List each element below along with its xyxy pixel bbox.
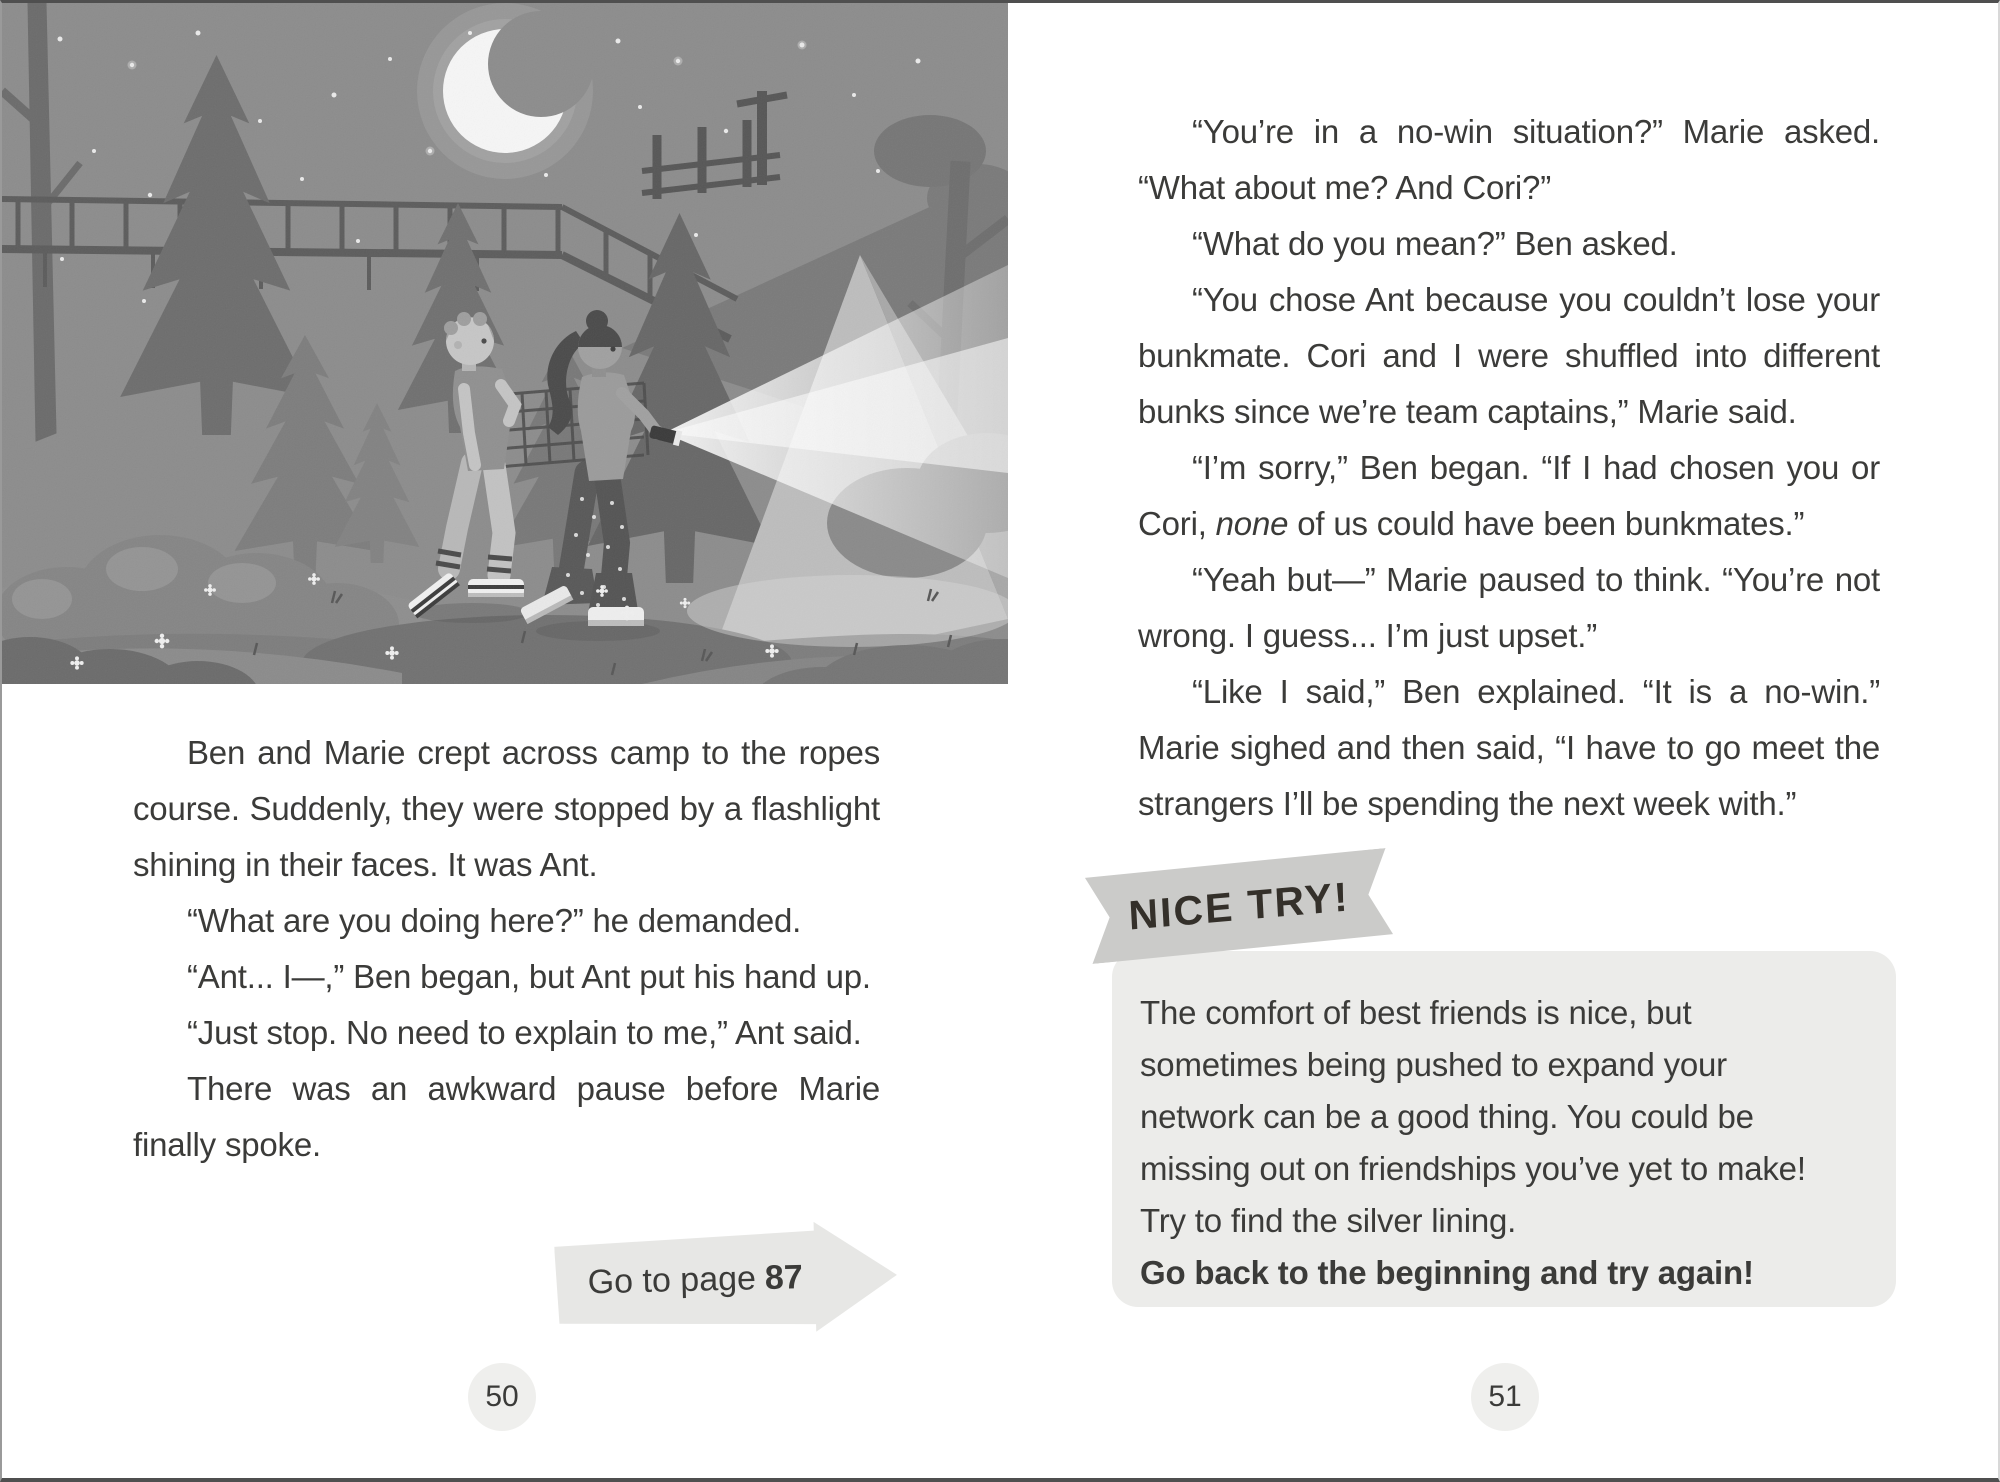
paragraph: “What do you mean?” Ben asked. [1192, 225, 1678, 262]
story-text-left [133, 725, 880, 1173]
paragraph: “What are you doing here?” he demanded. [187, 902, 802, 939]
paragraph: Ben and Marie crept across camp to the ropes course. Suddenly, they were stopped by a flashlight shining in their faces. It was Ant. [133, 734, 880, 883]
grain-texture [2, 3, 1008, 684]
paragraph: “You chose Ant because you couldn’t lose your bunkmate. Cori and I were shuffled into different bunks since we’re team captains,” Marie said. [1138, 281, 1880, 430]
nice-try-banner [1085, 848, 1394, 964]
callout-line: missing out on friendships you’ve yet to make! [1140, 1150, 1806, 1187]
story-text-right [1138, 104, 1880, 832]
emphasized-word: none [1215, 505, 1289, 542]
goto-page-text: Go to page [587, 1258, 757, 1301]
nice-try-callout [1112, 951, 1896, 1307]
page-number-right: 51 [1471, 1363, 1539, 1431]
paragraph: “Ant... I—,” Ben began, but Ant put his hand up. [187, 958, 871, 995]
paragraph: “Just stop. No need to explain to me,” Ant said. [187, 1014, 862, 1051]
callout-line: sometimes being pushed to expand your [1140, 1046, 1727, 1083]
banner-label: NICE TRY! [1127, 872, 1351, 939]
goto-page-number: 87 [764, 1257, 804, 1297]
paragraph-text: of us could have been bunkmates.” [1288, 505, 1805, 542]
callout-line: Try to find the silver lining. [1140, 1202, 1517, 1239]
night-camp-illustration [2, 3, 1008, 684]
callout-bold-line: Go back to the beginning and try again! [1140, 1254, 1754, 1291]
goto-page-button[interactable] [554, 1220, 899, 1338]
paragraph: “Yeah but—” Marie paused to think. “You’re not wrong. I guess... I’m just upset.” [1138, 561, 1880, 654]
paragraph [1138, 440, 1880, 552]
paragraph: “Like I said,” Ben explained. “It is a no-win.” Marie sighed and then said, “I have to go meet the strangers I’ll be spending the next week with.” [1138, 673, 1880, 822]
paragraph: “You’re in a no-win situation?” Marie asked. “What about me? And Cori?” [1138, 113, 1880, 206]
goto-page-label [567, 1222, 823, 1338]
callout-line: The comfort of best friends is nice, but [1140, 994, 1692, 1031]
paragraph: There was an awkward pause before Marie finally spoke. [133, 1070, 880, 1163]
paragraph-text: “I’m sorry,” Ben began. “If I had chosen you or Cori, [1138, 449, 1880, 542]
page-number-left: 50 [468, 1363, 536, 1431]
callout-line: network can be a good thing. You could be [1140, 1098, 1754, 1135]
